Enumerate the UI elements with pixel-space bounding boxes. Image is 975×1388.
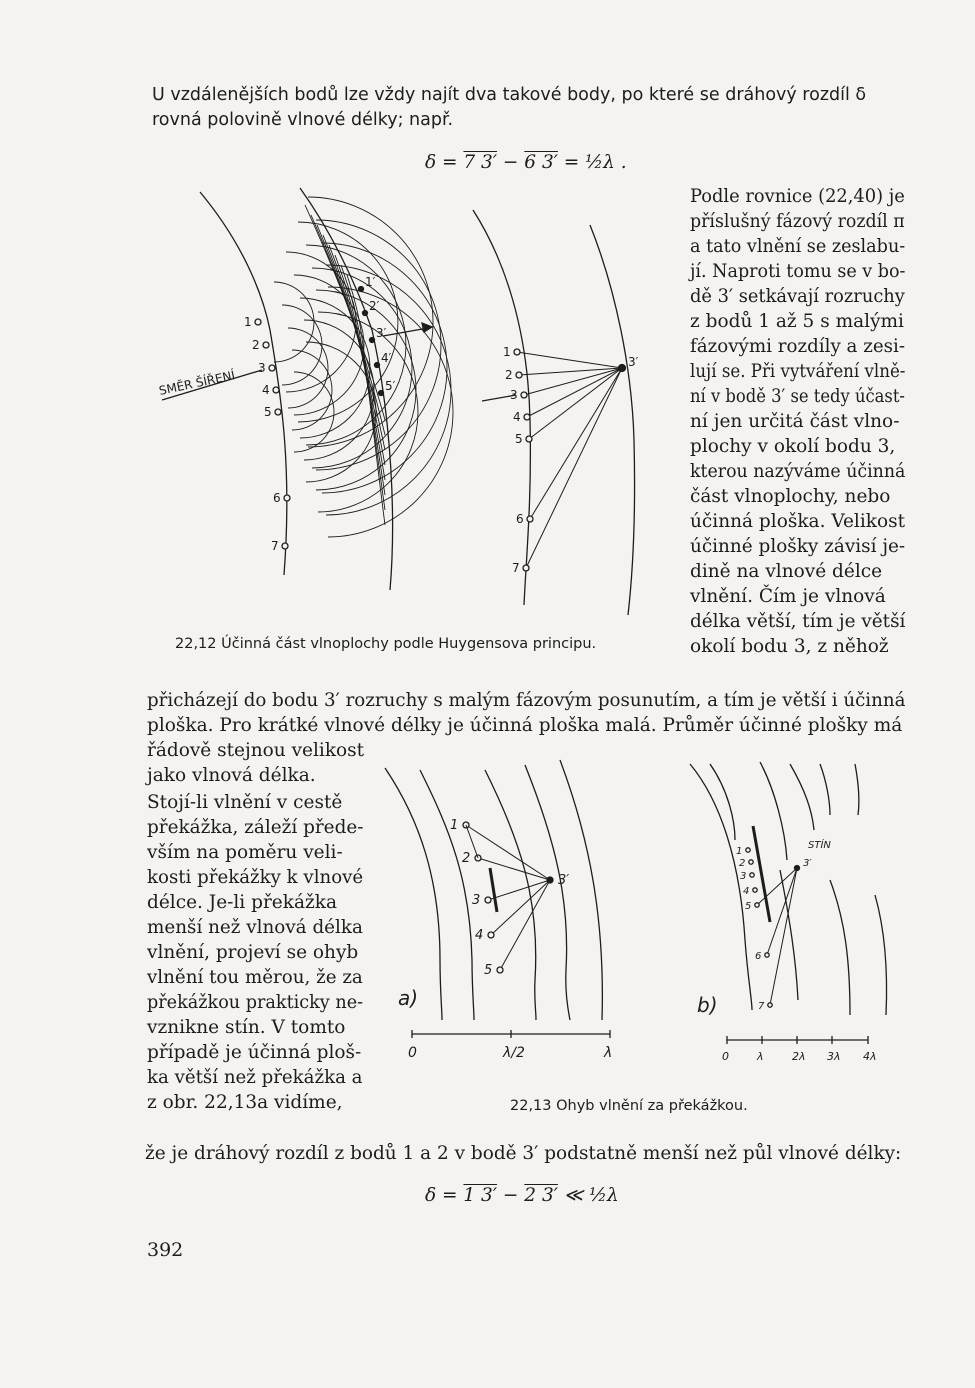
obstacle-a: [490, 868, 497, 912]
point-b-label: 3: [740, 871, 747, 882]
ray-a: [466, 825, 550, 880]
left-point-label: 1: [244, 315, 252, 329]
direction-label: SMĚR ŠÍŘENÍ: [157, 368, 237, 398]
mid-line-2: ploška. Pro krátké vlnové délky je účinná ploška malá. Průměr účinné plošky má: [147, 715, 903, 736]
right-column-line: kterou nazýváme účinná: [690, 461, 906, 482]
intro-line-1: U vzdálenějších bodů lze vždy najít dva takové body, po které se dráhový rozdíl δ: [152, 85, 867, 105]
scale-b-label: 0: [722, 1050, 729, 1063]
right-column-line: Podle rovnice (22,40) je: [690, 186, 905, 207]
target-a-marker: [547, 877, 553, 883]
source-point-label: 7: [512, 561, 520, 575]
point-a-label: 2: [462, 851, 471, 866]
mid-line-4: jako vlnová délka.: [147, 765, 316, 786]
point-b-marker: [753, 888, 757, 892]
point-b-marker: [765, 953, 769, 957]
scale-b-label: 4λ: [863, 1050, 877, 1063]
figure-22-13-caption: 22,13 Ohyb vlnění za překážkou.: [510, 1098, 748, 1114]
left-column-line: překážkou prakticky ne-: [147, 992, 364, 1013]
formula-2-lhs: δ =: [425, 1185, 464, 1206]
point-a-label: 5: [484, 963, 493, 978]
target-point-label: 3′: [628, 355, 639, 369]
right-column-line: z bodů 1 až 5 s malými: [690, 311, 904, 332]
formula-2-rhs: ≪ ½λ: [557, 1185, 619, 1206]
right-point-label: 1′: [365, 275, 376, 289]
left-point-label: 2: [252, 338, 260, 352]
label-b: b): [697, 993, 718, 1017]
final-line: že je dráhový rozdíl z bodů 1 a 2 v bodě 3′ podstatně menší než půl vlnové délky:: [145, 1143, 902, 1164]
wavefront-b: [760, 762, 787, 860]
wavefront-a: [525, 765, 570, 1020]
left-column-line: z obr. 22,13a vidíme,: [147, 1092, 343, 1113]
left-column-line: vlnění tou měrou, že za: [147, 967, 363, 988]
left-column-line: vznikne stín. V tomto: [147, 1017, 346, 1038]
left-point-label: 6: [273, 491, 281, 505]
formula-1-term-2: 6 3′: [524, 152, 558, 173]
scale-a-label: 0: [408, 1045, 417, 1061]
left-column-line: ka větší než překážka a: [147, 1067, 363, 1088]
scale-a-label: λ: [604, 1045, 613, 1061]
point-b-label: 4: [743, 886, 750, 897]
wavefront-a: [385, 768, 442, 1020]
ray-a: [491, 880, 550, 935]
left-column-line: menší než vlnová délka: [147, 917, 363, 938]
formula-1-rhs: = ½λ .: [557, 152, 627, 173]
right-column-line: ní v bodě 3′ se tedy účast-: [690, 386, 905, 407]
source-point-label: 4: [513, 410, 521, 424]
right-column-line: plochy v okolí bodu 3,: [690, 436, 896, 457]
point-a-marker: [488, 932, 494, 938]
left-column-line: kosti překážky k vlnové: [147, 867, 364, 888]
scale-a-label: λ/2: [503, 1045, 525, 1061]
source-point-label: 1: [503, 345, 511, 359]
left-column-line: vším na poměru veli-: [147, 842, 343, 863]
left-point-label: 4: [262, 383, 270, 397]
point-a-marker: [497, 967, 503, 973]
left-column-line: překážka, záleží přede-: [147, 817, 364, 838]
wavefront-b: [820, 764, 830, 815]
source-point-label: 5: [515, 432, 523, 446]
point-b-label: 2: [739, 858, 746, 869]
wavefront-a: [485, 770, 536, 1020]
point-b-label: 7: [758, 1001, 765, 1012]
scale-b-label: 3λ: [827, 1050, 841, 1063]
intro-line-2: rovná polovině vlnové délky; např.: [152, 110, 454, 130]
right-column-line: příslušný fázový rozdíl π: [690, 211, 905, 232]
left-column-line: případě je účinná ploš-: [147, 1042, 362, 1063]
point-b-label: 6: [755, 951, 762, 962]
right-point-label: 2′: [369, 299, 380, 313]
right-column-line: účinná ploška. Velikost: [690, 511, 906, 532]
right-column-line: lují se. Při vytváření vlně-: [690, 361, 906, 382]
target-b-label: 3′: [803, 858, 812, 869]
scale-b-label: λ: [757, 1050, 764, 1063]
point-b-marker: [755, 903, 759, 907]
right-column-line: fázovými rozdíly a zesi-: [690, 336, 906, 357]
mid-line-3: řádově stejnou velikost: [147, 740, 365, 761]
left-point-label: 7: [271, 539, 279, 553]
right-column-line: dě 3′ setkávají rozruchy: [690, 286, 905, 307]
right-column-line: jí. Naproti tomu se v bo-: [690, 261, 906, 282]
right-column-line: část vlnoplochy, nebo: [690, 486, 891, 507]
source-point-label: 3: [510, 388, 518, 402]
wavefront-b: [830, 880, 850, 1015]
point-b-label: 1: [736, 846, 743, 857]
point-a-marker: [485, 897, 491, 903]
right-column-line: a tato vlnění se zeslabu-: [690, 236, 906, 257]
left-column-line: délce. Je-li překážka: [147, 892, 337, 913]
point-a-label: 3: [472, 893, 481, 908]
point-b-marker: [768, 1003, 772, 1007]
right-column-line: délka větší, tím je větší: [690, 611, 906, 632]
right-point-label: 3′: [376, 326, 387, 340]
wavefront-b: [790, 764, 814, 830]
point-b-marker: [746, 848, 750, 852]
left-point-label: 3: [258, 361, 266, 375]
right-column-line: vlnění. Čím je vlnová: [690, 586, 886, 607]
wavefront-b: [780, 870, 798, 1000]
label-a: a): [398, 986, 419, 1010]
left-column-line: Stojí-li vlnění v cestě: [147, 792, 343, 813]
point-a-label: 4: [475, 928, 484, 943]
formula-2-term-1: 1 3′: [463, 1185, 498, 1206]
source-point-label: 2: [505, 368, 513, 382]
wavefront-b: [875, 895, 887, 1015]
point-a-label: 1: [450, 818, 459, 833]
scale-b-label: 2λ: [792, 1050, 806, 1063]
page-number: 392: [147, 1239, 184, 1261]
left-point-label: 5: [264, 405, 272, 419]
formula-2: [425, 1183, 619, 1208]
formula-1-lhs: δ =: [425, 152, 464, 173]
formula-2-minus: −: [497, 1185, 525, 1206]
point-b-marker: [749, 860, 753, 864]
mid-line-1: přicházejí do bodu 3′ rozruchy s malým fázovým posunutím, a tím je větší i účinná: [147, 690, 906, 711]
wavefront-a: [420, 770, 474, 1020]
target-a-label: 3′: [558, 873, 570, 888]
left-column-line: vlnění, projeví se ohyb: [147, 942, 359, 963]
source-point-label: 6: [516, 512, 524, 526]
formula-1-minus: −: [497, 152, 525, 173]
obstacle-b: [753, 826, 770, 922]
figure-22-12-caption: 22,12 Účinná část vlnoplochy podle Huygensova principu.: [175, 636, 597, 652]
right-point-label: 5′: [385, 379, 396, 393]
right-column-line: účinné plošky závisí je-: [690, 536, 906, 557]
shadow-label: STÍN: [808, 840, 831, 851]
point-b-marker: [750, 873, 754, 877]
right-column-line: ní jen určitá část vlno-: [690, 411, 900, 432]
point-b-label: 5: [745, 901, 752, 912]
wavefront-b: [855, 764, 859, 815]
formula-1-term-1: 7 3′: [463, 152, 498, 173]
formula-2-term-2: 2 3′: [524, 1185, 558, 1206]
right-column-line: okolí bodu 3, z něhož: [690, 636, 889, 657]
right-column-line: dině na vlnové délce: [690, 561, 883, 582]
target-b-marker: [795, 866, 800, 871]
right-point-label: 4′: [381, 351, 392, 365]
